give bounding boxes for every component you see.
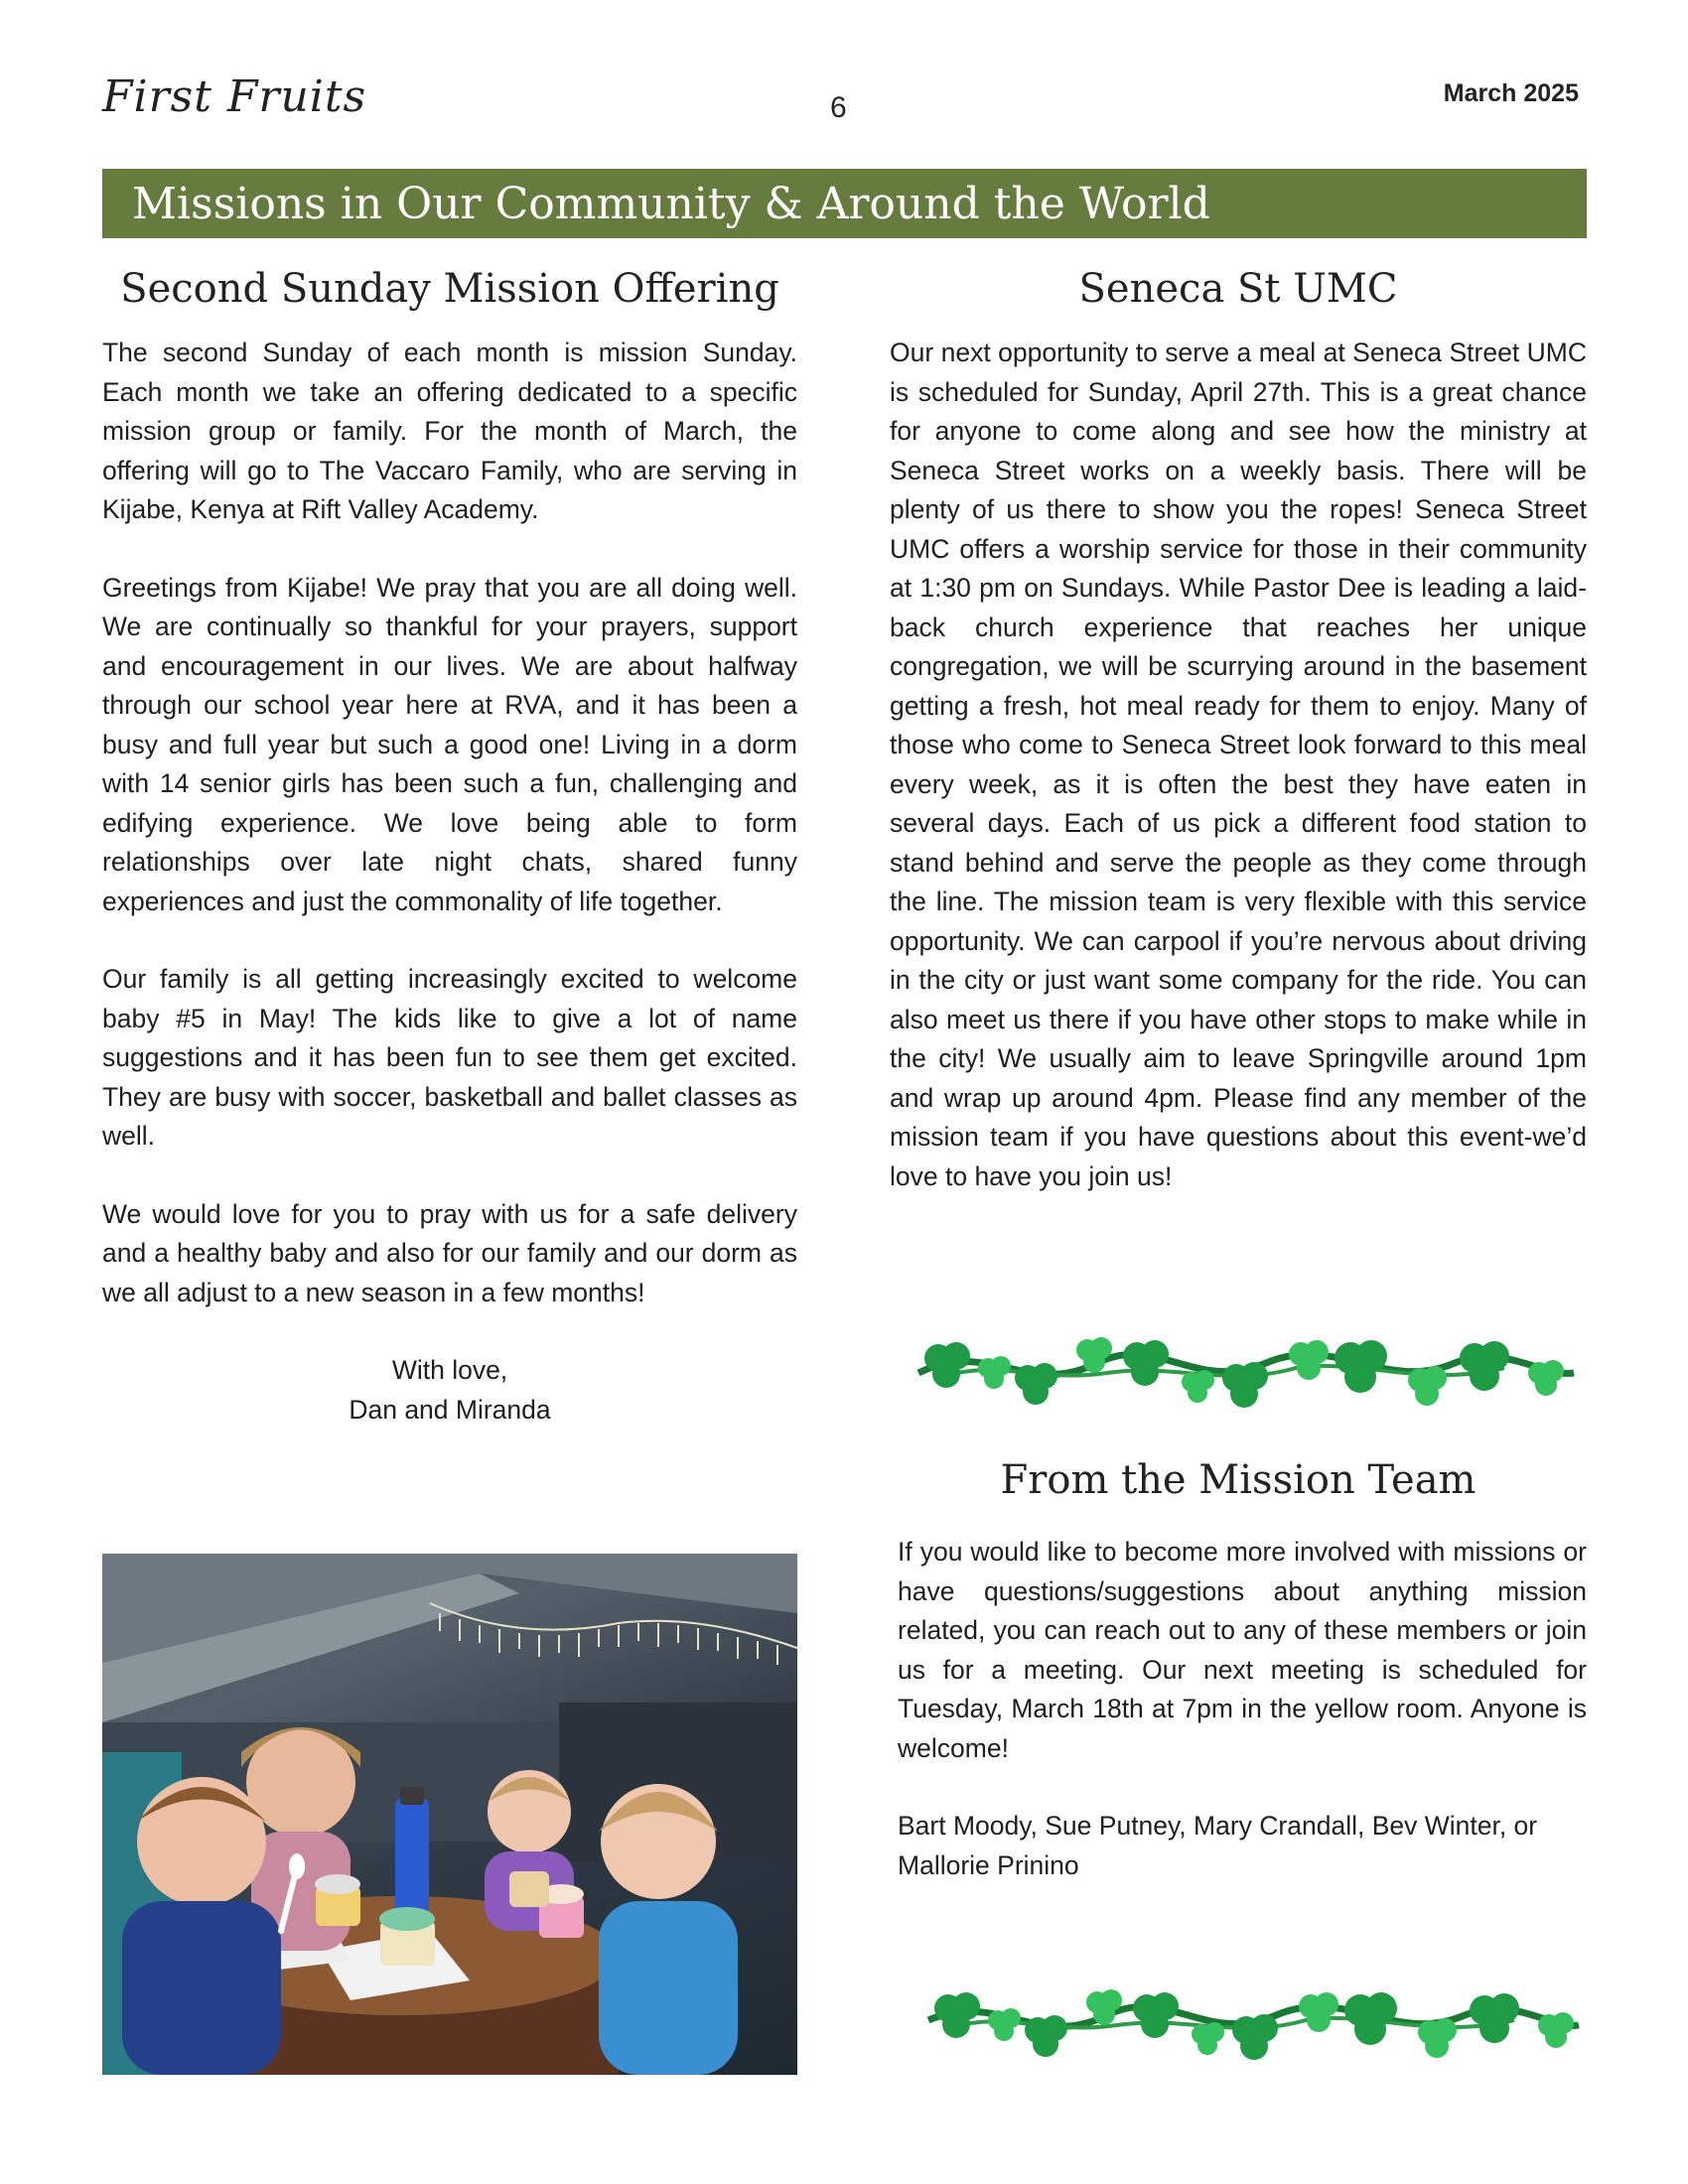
shamrock-vine-divider-bottom <box>918 1971 1584 2070</box>
section-banner <box>102 169 1587 238</box>
mission-offering-paragraph: The second Sunday of each month is mission Sunday. Each month we take an offering dedicated to a specific mission group or family. For the month of March, the offering will go to The Vaccaro Family, who are serving in Kijabe, Kenya at Rift Valley Academy. <box>102 338 797 524</box>
right-column <box>890 266 1587 1235</box>
section-banner-title: Missions in Our Community & Around the World <box>132 179 1210 229</box>
shamrock-vine-divider <box>909 1318 1584 1418</box>
family-photo-illustration <box>102 1554 797 2075</box>
seneca-heading: Seneca St UMC <box>1078 266 1398 312</box>
signoff-line: With love, <box>391 1355 508 1385</box>
letter-signoff <box>102 1351 797 1430</box>
mission-team-members: Bart Moody, Sue Putney, Mary Crandall, Bev Winter, or Mallorie Prinino <box>898 1811 1538 1880</box>
mission-team-section <box>890 1457 1587 1924</box>
left-column <box>102 266 797 1430</box>
prayer-request-paragraph: We would love for you to pray with us for a safe delivery and a healthy baby and also for our family and our dorm as we all adjust to a new season in a few months! <box>102 1198 797 1307</box>
mission-team-paragraph: If you would like to become more involved with missions or have questions/suggestions about anything mission related, you can reach out to any of these members or join us for a meeting. Our next meeting is scheduled for Tuesday, March 18th at 7pm in the yellow room. Anyone is welcome! <box>898 1537 1587 1763</box>
issue-date: March 2025 <box>1443 79 1579 107</box>
masthead-title: First Fruits <box>102 71 367 122</box>
mission-offering-heading: Second Sunday Mission Offering <box>120 266 779 312</box>
family-news-paragraph: Our family is all getting increasingly excited to welcome baby #5 in May! The kids like to give a lot of name suggestions and it has been fun to see them get excited. They are busy with soccer, basketball and ballet classes as well. <box>102 964 797 1151</box>
family-photo <box>102 1554 797 2075</box>
seneca-paragraph: Our next opportunity to serve a meal at Seneca Street UMC is scheduled for Sunday, April 27th. This is a great chance for anyone to come along and see how the ministry at Seneca Street works on a weekly basis. There will be plenty of us there to show you the ropes! Seneca Street UMC offers a worship service for those in their community at 1:30 pm on Sundays. While Pastor Dee is leading a laid-back church experience that reaches her unique congregation, we will be scurrying around in the basement getting a fresh, hot meal ready for them to enjoy. Many of those who come to Seneca Street look forward to this meal every week, as it is often the best they have eaten in several days. Each of us pick a different food station to stand behind and serve the people as they come through the line. The mission team is very flexible with this service opportunity. We can carpool if you’re nervous about driving in the city or just want some company for the ride. You can also meet us there if you have other stops to make while in the city! We usually aim to leave Springville around 1pm and wrap up around 4pm. Please find any member of the mission team if you have questions about this event-we’d love to have you join us! <box>890 338 1587 1191</box>
page-number: 6 <box>830 91 847 124</box>
greetings-paragraph: Greetings from Kijabe! We pray that you are all doing well. We are continually so thankful for your prayers, support and encouragement in our lives. We are about halfway through our school year here at RVA, and it has been a busy and full year but such a good one! Living in a dorm with 14 senior girls has been such a fun, challenging and edifying experience. We love being able to form relationships over late night chats, shared funny experiences and just the commonality of life together. <box>102 572 797 916</box>
signoff-names: Dan and Miranda <box>349 1394 551 1425</box>
mission-team-heading: From the Mission Team <box>1000 1457 1477 1503</box>
